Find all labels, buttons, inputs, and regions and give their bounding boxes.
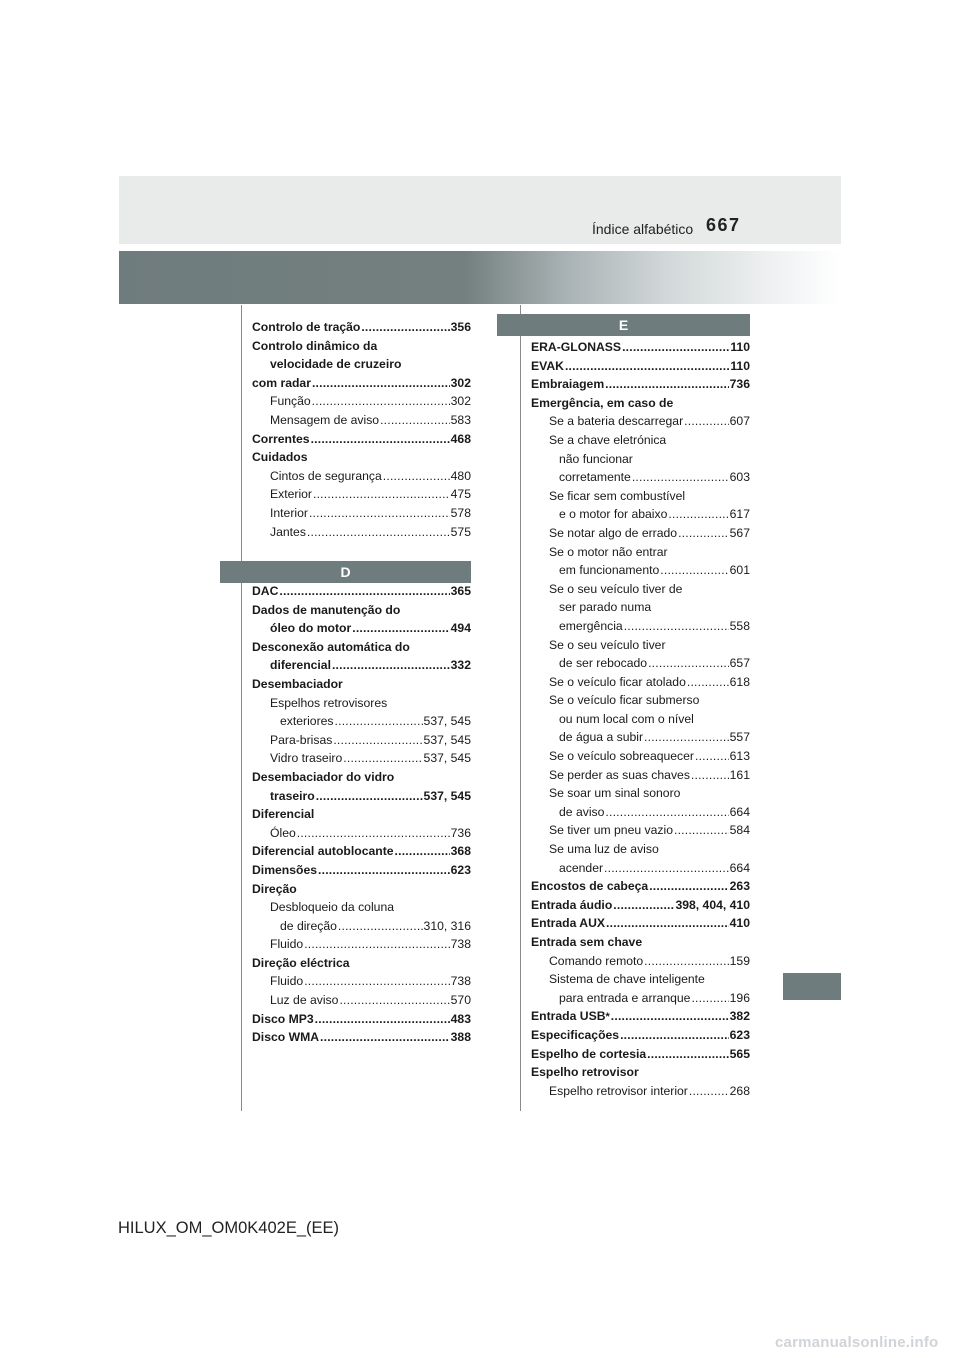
- index-entry-label: Controlo dinâmico da: [252, 338, 378, 353]
- index-entry-page[interactable]: 382: [729, 1009, 750, 1024]
- index-entry-label: Função: [270, 394, 311, 409]
- index-entry-page[interactable]: 368: [450, 844, 471, 859]
- index-entry-label: EVAK: [531, 358, 564, 373]
- index-entry: [252, 694, 471, 713]
- index-entry[interactable]: [252, 485, 471, 504]
- index-entry-page[interactable]: 302: [450, 375, 471, 390]
- index-entry-label: Dimensões: [252, 862, 318, 877]
- index-entry[interactable]: [252, 411, 471, 430]
- index-entry-page[interactable]: 468: [450, 431, 471, 446]
- index-entry[interactable]: [252, 972, 471, 991]
- index-entry-label: Cuidados: [252, 450, 308, 465]
- index-entry-label: Se notar algo de errado: [549, 525, 678, 540]
- index-column-right: [531, 338, 750, 1100]
- index-entry: [252, 954, 471, 973]
- dot-leader: [684, 412, 729, 431]
- index-entry-label: corretamente: [559, 470, 631, 485]
- index-entry[interactable]: [531, 859, 750, 878]
- index-entry: [252, 337, 471, 356]
- index-entry[interactable]: [531, 617, 750, 636]
- dot-leader: [307, 523, 450, 542]
- index-entry-page[interactable]: 537, 545: [423, 751, 471, 766]
- dot-leader: [318, 861, 450, 880]
- index-entry-label: com radar: [252, 375, 311, 390]
- dot-leader: [660, 561, 728, 580]
- dot-leader: [678, 524, 729, 543]
- dot-leader: [674, 821, 729, 840]
- index-entry-page[interactable]: 664: [729, 860, 750, 875]
- index-entry[interactable]: [531, 357, 750, 376]
- dot-leader: [613, 896, 674, 915]
- index-entry[interactable]: [252, 749, 471, 768]
- dot-leader: [687, 673, 729, 692]
- index-entry[interactable]: [252, 619, 471, 638]
- dot-leader: [605, 803, 728, 822]
- index-entry-label: Se o veículo ficar submerso: [549, 693, 700, 708]
- index-entry-page[interactable]: 494: [450, 621, 471, 636]
- index-entry[interactable]: [252, 991, 471, 1010]
- index-entry: [531, 691, 750, 710]
- index-entry[interactable]: [252, 861, 471, 880]
- index-entry-page[interactable]: 623: [450, 862, 471, 877]
- dot-leader: [695, 747, 729, 766]
- index-entry-label: Controlo de tração: [252, 320, 361, 334]
- index-entry: [531, 450, 750, 469]
- index-entry-page[interactable]: 302: [450, 394, 471, 409]
- index-entry[interactable]: [531, 375, 750, 394]
- index-entry[interactable]: [252, 824, 471, 843]
- dot-leader: [668, 505, 728, 524]
- index-entry[interactable]: [531, 803, 750, 822]
- index-entry-label: DAC: [252, 584, 279, 598]
- dot-leader: [606, 914, 729, 933]
- dot-leader: [689, 1082, 729, 1101]
- index-entry[interactable]: [531, 1045, 750, 1064]
- index-entry-label: Fluido: [270, 937, 304, 952]
- index-column-left: [252, 318, 471, 541]
- index-entry: [531, 1063, 750, 1082]
- index-entry-label: de água a subir: [559, 730, 644, 745]
- index-column-left-d: [252, 582, 471, 1047]
- index-entry[interactable]: [531, 524, 750, 543]
- index-entry[interactable]: [252, 504, 471, 523]
- index-entry-page[interactable]: 736: [729, 377, 750, 392]
- index-entry-label: Jantes: [270, 524, 306, 539]
- index-entry: [252, 805, 471, 824]
- index-entry-label: Embraiagem: [531, 377, 605, 392]
- index-entry-label: Entrada áudio: [531, 897, 613, 912]
- index-entry-label: Especificações: [531, 1027, 620, 1042]
- letter-header-e: E: [497, 314, 750, 336]
- index-entry[interactable]: [531, 952, 750, 971]
- dot-leader: [620, 1026, 729, 1045]
- index-entry-label: Se a bateria descarregar: [549, 414, 684, 429]
- index-entry-label: Correntes: [252, 431, 310, 446]
- index-entry-page[interactable]: 613: [729, 749, 750, 764]
- index-entry-page[interactable]: 738: [450, 937, 471, 952]
- index-entry-label: diferencial: [270, 658, 331, 673]
- dot-leader: [565, 357, 729, 376]
- index-entry-label: não funcionar: [559, 451, 633, 466]
- index-entry-label: Se soar um sinal sonoro: [549, 786, 681, 801]
- dot-leader: [316, 787, 423, 806]
- index-entry[interactable]: Entrada USB * ..... 382: [531, 1007, 750, 1026]
- index-entry[interactable]: [252, 318, 471, 337]
- dot-leader: [333, 731, 422, 750]
- index-entry-label: de direção: [280, 918, 337, 933]
- index-entry[interactable]: [531, 673, 750, 692]
- dot-leader: [647, 1045, 729, 1064]
- index-entry[interactable]: [531, 654, 750, 673]
- index-entry-label: Vidro traseiro: [270, 751, 343, 766]
- index-entry-label: Óleo: [270, 825, 296, 840]
- dot-leader: [383, 467, 450, 486]
- index-entry-page[interactable]: 558: [729, 618, 750, 633]
- index-entry-page[interactable]: 584: [729, 823, 750, 838]
- dot-leader: [644, 952, 728, 971]
- index-entry-label: Mensagem de aviso: [270, 412, 380, 427]
- index-entry-page[interactable]: 567: [729, 525, 750, 540]
- index-entry: [531, 970, 750, 989]
- index-entry[interactable]: [531, 747, 750, 766]
- index-entry: [531, 784, 750, 803]
- index-entry-label: Luz de aviso: [270, 993, 339, 1008]
- index-entry-page[interactable]: 570: [450, 993, 471, 1008]
- dot-leader: [644, 728, 729, 747]
- index-entry[interactable]: [252, 1010, 471, 1029]
- index-entry-page[interactable]: 738: [450, 974, 471, 989]
- dot-leader: [632, 468, 729, 487]
- index-entry-page[interactable]: 263: [729, 879, 750, 894]
- dot-leader: [304, 935, 449, 954]
- index-entry: [531, 598, 750, 617]
- index-entry-label: Se o veículo ficar atolado: [549, 674, 686, 689]
- dot-leader: [352, 619, 449, 638]
- index-list-e: [531, 338, 750, 1100]
- index-entry-label: Direção eléctrica: [252, 955, 350, 970]
- index-list-d: [252, 582, 471, 1047]
- letter-header-d: D: [220, 561, 471, 583]
- index-entry-label: Sistema de chave inteligente: [549, 972, 705, 987]
- index-entry-page[interactable]: 618: [729, 674, 750, 689]
- index-entry-page[interactable]: 268: [729, 1083, 750, 1098]
- section-title: Índice alfabético: [592, 221, 694, 237]
- index-entry[interactable]: [252, 1028, 471, 1047]
- index-entry-label: Se o seu veículo tiver: [549, 637, 666, 652]
- index-entry: [252, 880, 471, 899]
- dot-leader: [320, 1028, 450, 1047]
- thumb-index-tab[interactable]: [783, 973, 841, 1000]
- dot-leader: [361, 318, 449, 337]
- index-entry-page[interactable]: 575: [450, 524, 471, 539]
- index-entry-page[interactable]: 565: [729, 1046, 750, 1061]
- index-entry-label: ERA-GLONASS: [531, 340, 622, 354]
- index-entry-label: emergência: [559, 618, 623, 633]
- index-entry-page[interactable]: 583: [450, 412, 471, 427]
- dot-leader: [279, 582, 449, 601]
- index-entry-label: Direção: [252, 881, 297, 896]
- index-entry-label: Espelho retrovisor interior: [549, 1083, 688, 1098]
- index-entry-label: Se perder as suas chaves: [549, 767, 690, 782]
- column-divider-right: [520, 305, 521, 1111]
- index-entry: [252, 355, 471, 374]
- dot-leader: [309, 504, 450, 523]
- dot-leader: [604, 859, 729, 878]
- index-entry-page[interactable]: 603: [729, 470, 750, 485]
- index-entry: [531, 636, 750, 655]
- index-entry-label: traseiro: [270, 788, 315, 803]
- index-entry-label: Espelhos retrovisores: [270, 695, 388, 710]
- index-entry-label: Se o motor não entrar: [549, 544, 668, 559]
- index-entry-label: ser parado numa: [559, 600, 652, 615]
- index-entry[interactable]: [531, 1026, 750, 1045]
- index-entry-label: Desembaciador do vidro: [252, 769, 395, 784]
- index-entry-label: ou num local com o nível: [559, 711, 694, 726]
- dot-leader: [649, 877, 728, 896]
- index-entry-label: Diferencial: [252, 807, 315, 822]
- index-entry[interactable]: [531, 561, 750, 580]
- index-entry-label: Entrada sem chave: [531, 935, 643, 949]
- index-entry[interactable]: [531, 989, 750, 1008]
- index-entry-page[interactable]: 110: [730, 340, 750, 354]
- index-entry[interactable]: [531, 1082, 750, 1101]
- decorative-gradient-band: [119, 251, 841, 304]
- index-entry-label: Se tiver um pneu vazio: [549, 823, 673, 838]
- dot-leader: [611, 1007, 729, 1026]
- index-entry-label: para entrada e arranque: [559, 990, 691, 1005]
- dot-leader: [311, 430, 450, 449]
- dot-leader: [312, 392, 450, 411]
- index-entry-label: Dados de manutenção do: [252, 602, 401, 617]
- watermark: carmanualsonline.info: [775, 1334, 939, 1351]
- index-entry: [531, 580, 750, 599]
- dot-leader: [691, 766, 729, 785]
- index-entry-label: Fluido: [270, 974, 304, 989]
- dot-leader: [395, 842, 450, 861]
- index-entry-page[interactable]: 480: [450, 468, 471, 483]
- dot-leader: [343, 749, 422, 768]
- index-entry-page[interactable]: 410: [729, 916, 750, 931]
- index-entry-page[interactable]: 578: [450, 505, 471, 520]
- index-entry[interactable]: [252, 842, 471, 861]
- index-entry-label: Desembaciador: [252, 676, 343, 691]
- index-entry-label: Cintos de segurança: [270, 468, 382, 483]
- index-entry-page[interactable]: 110: [730, 358, 750, 373]
- index-entry-page[interactable]: 483: [450, 1011, 471, 1026]
- index-entry: [252, 448, 471, 467]
- index-entry-label: Encostos de cabeça: [531, 879, 649, 894]
- index-entry-label: de aviso: [559, 804, 605, 819]
- index-entry[interactable]: [252, 656, 471, 675]
- index-entry-label: exteriores: [280, 714, 334, 729]
- index-entry: [531, 710, 750, 729]
- index-entry-label: Entrada USB: [531, 1009, 606, 1024]
- dot-leader: [312, 374, 450, 393]
- index-entry-page[interactable]: 365: [450, 584, 471, 598]
- index-entry: [252, 768, 471, 787]
- index-entry: [531, 431, 750, 450]
- index-entry-page[interactable]: 332: [450, 658, 471, 673]
- index-entry: [252, 675, 471, 694]
- index-entry-label: em funcionamento: [559, 563, 660, 578]
- index-entry-label: Se ficar sem combustível: [549, 488, 686, 503]
- index-entry: [531, 933, 750, 952]
- index-entry[interactable]: [252, 712, 471, 731]
- index-entry[interactable]: [252, 731, 471, 750]
- index-entry-page[interactable]: 557: [729, 730, 750, 745]
- dot-leader: [380, 411, 450, 430]
- page-number: 667: [706, 215, 741, 235]
- dot-leader: [648, 654, 729, 673]
- index-entry-label: e o motor for abaixo: [559, 507, 668, 522]
- index-entry: [252, 601, 471, 620]
- index-entry-page[interactable]: 475: [450, 487, 471, 502]
- index-entry-label: Se a chave eletrónica: [549, 432, 667, 447]
- dot-leader: [315, 1010, 450, 1029]
- index-entry-page[interactable]: 537, 545: [423, 714, 471, 729]
- index-entry[interactable]: [252, 374, 471, 393]
- index-entry-page[interactable]: 310, 316: [423, 918, 471, 933]
- index-entry[interactable]: [531, 412, 750, 431]
- index-entry-page[interactable]: 623: [729, 1027, 750, 1042]
- index-entry: [531, 487, 750, 506]
- index-entry-label: Desconexão automática do: [252, 639, 410, 654]
- index-entry-page[interactable]: 537, 545: [423, 788, 471, 803]
- index-entry-page[interactable]: 388: [450, 1030, 471, 1045]
- index-entry: [531, 543, 750, 562]
- index-entry-page[interactable]: 617: [729, 507, 750, 522]
- index-entry-label: Disco WMA: [252, 1030, 320, 1045]
- index-entry: [531, 840, 750, 859]
- index-entry[interactable]: [252, 392, 471, 411]
- index-entry-label: velocidade de cruzeiro: [270, 357, 402, 372]
- index-entry[interactable]: [531, 914, 750, 933]
- index-entry: [252, 898, 471, 917]
- column-divider-left: [241, 305, 242, 1111]
- index-entry[interactable]: [252, 582, 471, 601]
- index-entry[interactable]: [531, 877, 750, 896]
- index-entry-page[interactable]: 607: [729, 414, 750, 429]
- index-entry-label: Desbloqueio da coluna: [270, 900, 394, 915]
- index-entry-label: Se o veículo sobreaquecer: [549, 749, 694, 764]
- index-entry[interactable]: [531, 766, 750, 785]
- index-entry-page[interactable]: 196: [729, 990, 750, 1005]
- index-entry-label: Diferencial autoblocante: [252, 844, 394, 859]
- index-entry[interactable]: [252, 467, 471, 486]
- index-entry-label: Espelho de cortesia: [531, 1046, 647, 1061]
- dot-leader: [304, 972, 449, 991]
- index-entry-label: Espelho retrovisor: [531, 1065, 639, 1080]
- index-entry-page[interactable]: 657: [729, 656, 750, 671]
- index-entry-page[interactable]: 601: [729, 563, 750, 578]
- index-entry-label: Se o seu veículo tiver de: [549, 581, 683, 596]
- index-entry[interactable]: [531, 468, 750, 487]
- index-entry-label: Se uma luz de aviso: [549, 842, 659, 857]
- index-entry[interactable]: [252, 787, 471, 806]
- index-list-c: [252, 318, 471, 541]
- index-entry-page[interactable]: 398, 404, 410: [675, 897, 750, 912]
- index-entry-page[interactable]: 161: [729, 767, 750, 782]
- index-entry-label: Comando remoto: [549, 953, 644, 968]
- index-entry[interactable]: [531, 338, 750, 357]
- index-entry[interactable]: [531, 728, 750, 747]
- index-entry-label: de ser rebocado: [559, 656, 648, 671]
- index-entry-label: Entrada AUX: [531, 916, 606, 931]
- dot-leader: [691, 989, 728, 1008]
- index-entry-label: Disco MP3: [252, 1011, 314, 1026]
- manual-code: HILUX_OM_OM0K402E_(EE): [118, 1219, 340, 1237]
- dot-leader: [313, 485, 450, 504]
- index-entry: [252, 638, 471, 657]
- index-entry-page[interactable]: 664: [729, 804, 750, 819]
- index-entry-page[interactable]: 736: [450, 825, 471, 840]
- dot-leader: [339, 991, 449, 1010]
- index-entry[interactable]: [252, 523, 471, 542]
- index-entry[interactable]: [252, 917, 471, 936]
- index-entry: [531, 394, 750, 413]
- dot-leader: [338, 917, 423, 936]
- index-entry[interactable]: [252, 935, 471, 954]
- index-entry-label: óleo do motor: [270, 621, 352, 636]
- dot-leader: [335, 712, 423, 731]
- index-entry-page[interactable]: 356: [450, 320, 471, 334]
- dot-leader: [622, 338, 729, 357]
- index-entry[interactable]: [531, 505, 750, 524]
- index-entry-label: Emergência, em caso de: [531, 395, 674, 410]
- index-entry-page[interactable]: 159: [729, 953, 750, 968]
- dot-leader: [297, 824, 450, 843]
- dot-leader: [332, 656, 450, 675]
- dot-leader: [624, 617, 729, 636]
- index-entry-label: Exterior: [270, 487, 312, 502]
- index-entry[interactable]: [252, 430, 471, 449]
- index-entry-label: acender: [559, 860, 604, 875]
- dot-leader: [605, 375, 729, 394]
- index-entry-label: Interior: [270, 505, 308, 520]
- index-entry[interactable]: [531, 821, 750, 840]
- index-entry[interactable]: [531, 896, 750, 915]
- index-entry-page[interactable]: 537, 545: [423, 732, 471, 747]
- index-entry-label: Para-brisas: [270, 732, 333, 747]
